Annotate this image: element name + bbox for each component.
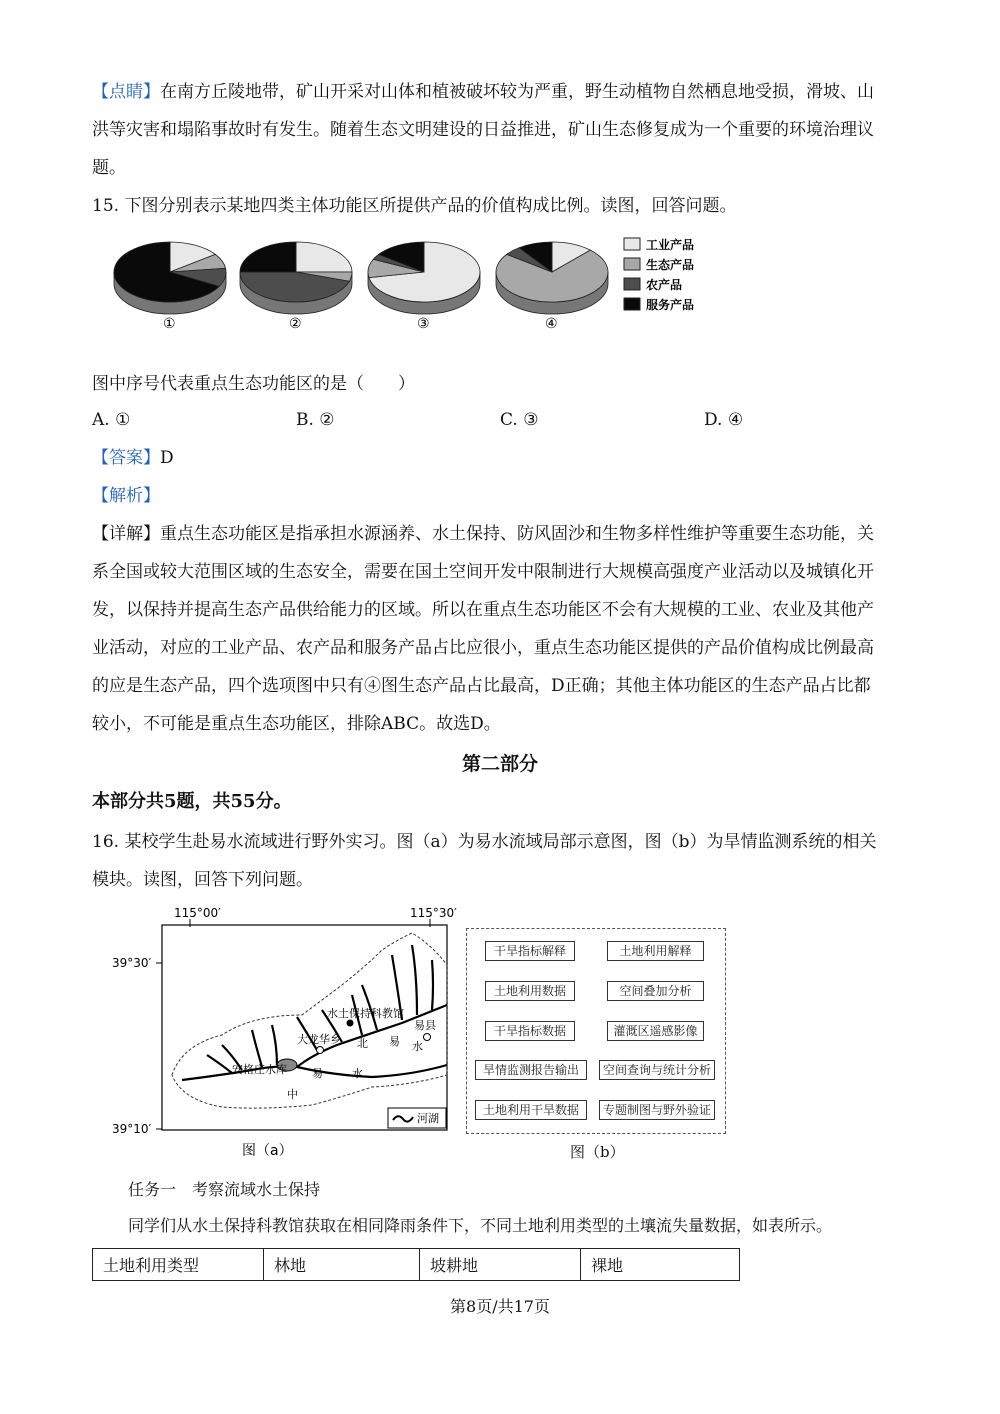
answer-label: 【答案】: [92, 448, 160, 468]
map-caption: 图（a）: [242, 1143, 293, 1159]
task-one-text: 同学们从水土保持科教馆获取在相同降雨条件下，不同土地利用类型的土壤流失量数据，如表所示。: [128, 1216, 833, 1235]
museum-label: 水土保持科教馆: [327, 1007, 404, 1020]
pie-label: ③: [417, 316, 430, 332]
lat-top-label: 39°30′: [112, 956, 152, 970]
question-15-stem: 15. 下图分别表示某地四类主体功能区所提供产品的价值构成比例。读图，回答问题。: [92, 196, 737, 216]
pie-4: [496, 242, 608, 332]
module-box: 灌溉区遥感影像: [607, 1021, 704, 1041]
table-cell: 坡耕地: [420, 1249, 581, 1281]
river-north-label: 北: [357, 1037, 368, 1050]
module-box: 干旱指标数据: [485, 1021, 575, 1041]
panel-caption: 图（b）: [570, 1143, 625, 1161]
town-point: [317, 1047, 324, 1054]
tip-paragraph-line: 题。: [92, 158, 126, 178]
legend-label: 服务产品: [646, 298, 695, 312]
detail-line: 的应是生态产品，四个选项图中只有④图生态产品占比最高，D正确；其他主体功能区的生态产品占比都: [92, 676, 871, 696]
pie-label: ④: [545, 316, 558, 332]
module-box: 土地利用解释: [607, 941, 704, 961]
legend-swatch: [624, 278, 640, 290]
task-one-title: 任务一 考察流域水土保持: [128, 1180, 321, 1199]
museum-point: [347, 1020, 354, 1027]
soil-loss-table: [92, 1248, 740, 1281]
river-middle-label: 中: [287, 1088, 298, 1101]
table-row: [93, 1249, 740, 1281]
pie-3: [368, 242, 480, 332]
river-north-label: 水: [412, 1040, 423, 1053]
tip-paragraph-line: 【点睛】在南方丘陵地带，矿山开采对山体和植被破坏较为严重，野生动植物自然栖息地受损，滑坡、山: [92, 82, 874, 102]
reservoir-label: 安格庄水库: [232, 1063, 287, 1076]
detail-line: 较小，不可能是重点生态功能区，排除ABC。故选D。: [92, 714, 501, 734]
tip-paragraph-line: 洪等灾害和塌陷事故时有发生。随着生态文明建设的日益推进，矿山生态修复成为一个重要的环境治理议: [92, 120, 874, 140]
legend-swatch: [624, 238, 640, 250]
pie-label: ②: [289, 316, 302, 332]
part-two-subtitle: 本部分共5题，共55分。: [92, 791, 292, 812]
legend-swatch: [624, 298, 640, 310]
detail-line: 发，以保持并提高生态产品供给能力的区域。所以在重点生态功能区不会有大规模的工业、农业及其他产: [92, 600, 874, 620]
county-label: 易县: [414, 1019, 436, 1032]
pie-2: [240, 242, 352, 332]
table-cell: 土地利用类型: [93, 1249, 264, 1281]
question-16-stem: 16. 某校学生赴易水流域进行野外实习。图（a）为易水流域局部示意图，图（b）为旱情监测系统的相关: [92, 832, 877, 852]
option-c: C. ③: [500, 410, 539, 430]
monitoring-modules-panel: [466, 928, 726, 1134]
legend-label: 生态产品: [646, 258, 695, 272]
watershed-map: [112, 905, 457, 1160]
detail-line: 业活动，对应的工业产品、农产品和服务产品占比应很小，重点生态功能区提供的产品价值构成比例最高: [92, 638, 874, 658]
question-15-prompt: 图中序号代表重点生态功能区的是（ ）: [92, 374, 415, 394]
module-box: 专题制图与野外验证: [599, 1100, 715, 1120]
answer-line: [92, 446, 908, 470]
table-cell: 裸地: [581, 1249, 740, 1281]
module-box: 旱情监测报告输出: [475, 1060, 587, 1080]
county-point: [424, 1034, 431, 1041]
legend-label: 农产品: [646, 278, 683, 292]
module-box: 空间查询与统计分析: [599, 1060, 715, 1080]
question-16-stem: 模块。读图，回答下列问题。: [92, 870, 313, 890]
legend-label: 工业产品: [646, 238, 695, 252]
town-label: 大龙华乡: [297, 1033, 341, 1046]
pie-1: [114, 242, 226, 332]
lat-bottom-label: 39°10′: [112, 1122, 152, 1136]
option-b: B. ②: [296, 410, 335, 430]
table-cell: 林地: [264, 1249, 420, 1281]
option-d: D. ④: [704, 410, 744, 430]
tip-text: 在南方丘陵地带，矿山开采对山体和植被破坏较为严重，野生动植物自然栖息地受损，滑坡、山: [160, 82, 874, 102]
module-box: 空间叠加分析: [607, 981, 704, 1001]
detail-line: 【详解】重点生态功能区是指承担水源涵养、水土保持、防风固沙和生物多样性维护等重要生态功能，关: [92, 524, 874, 544]
part-two-title: 第二部分: [461, 753, 538, 775]
pie-slice: [296, 242, 352, 272]
module-box: 干旱指标解释: [485, 941, 575, 961]
river-north-label: 易: [389, 1035, 400, 1048]
legend-swatch: [624, 258, 640, 270]
river-middle-label: 易: [312, 1067, 323, 1080]
lon-right-label: 115°30′: [410, 906, 457, 920]
river-network: [182, 945, 447, 1080]
pie-label: ①: [163, 316, 176, 332]
option-a: A. ①: [92, 410, 131, 430]
page-footer: 第8页/共17页: [450, 1297, 550, 1316]
module-box: 土地利用数据: [485, 981, 575, 1001]
module-box: 土地利用干旱数据: [475, 1100, 587, 1120]
pie-chart-figure: [108, 232, 703, 336]
detail-line: 系全国或较大范围区域的生态安全，需要在国土空间开发中限制进行大规模高强度产业活动以及城镇化开: [92, 562, 874, 582]
pie-slice: [240, 242, 296, 272]
answer-value: D: [160, 448, 174, 468]
river-middle-label: 水: [352, 1067, 363, 1080]
legend-label: 河湖: [417, 1112, 439, 1125]
lon-left-label: 115°00′: [174, 906, 221, 920]
analysis-label: 【解析】: [92, 486, 160, 506]
